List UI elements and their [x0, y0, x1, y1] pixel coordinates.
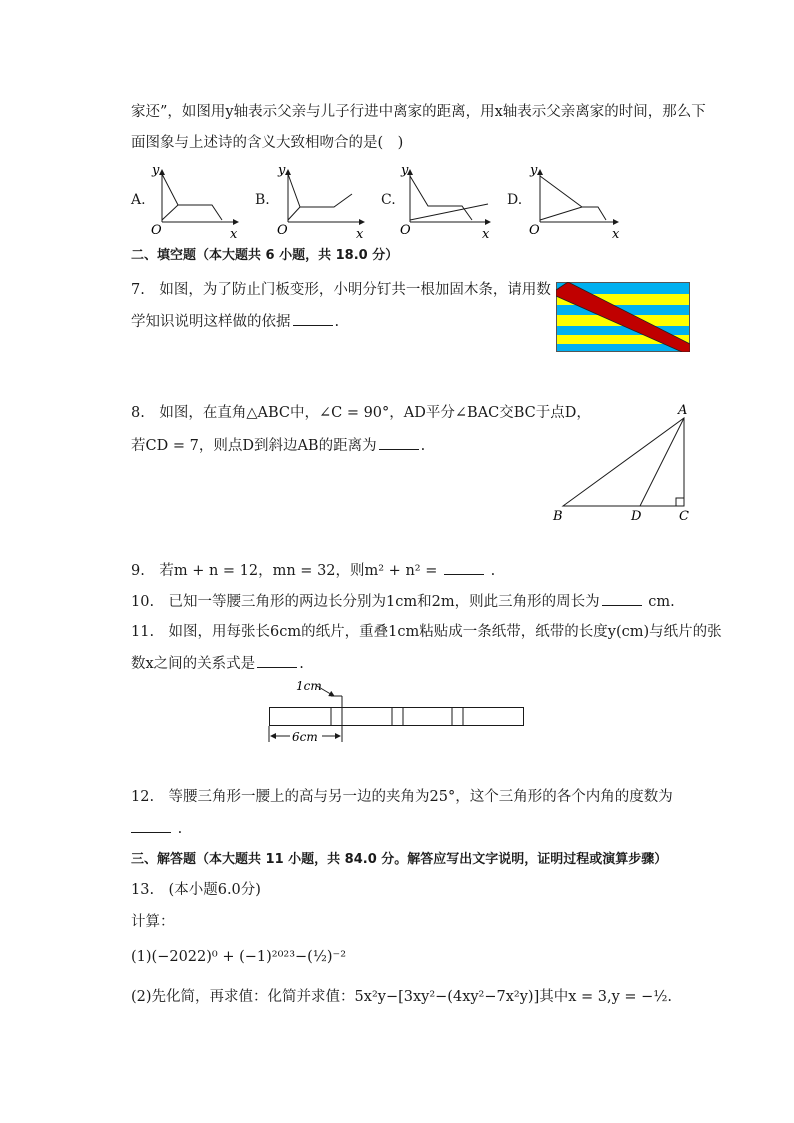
q10-text: 10. 已知一等腰三角形的两边长分别为1cm和2m，则此三角形的周长为 — [131, 594, 600, 610]
graph-d-line2 — [540, 207, 582, 220]
q8-tail: . — [420, 438, 426, 454]
label-6cm: 6cm — [292, 730, 318, 744]
graph-b-line2 — [288, 207, 300, 220]
q8-line2-text: 若CD = 7，则点D到斜边AB的距离为 — [131, 438, 377, 454]
q9-text: 9. 若m + n = 12，mn = 32，则m² + n² = — [131, 563, 438, 579]
q7-line1: 7. 如图，为了防止门板变形，小明分钉共一根加固木条，请用数 — [131, 282, 551, 298]
label-b: B — [553, 509, 563, 524]
q13-calc: 计算： — [131, 914, 175, 930]
graph-d-x-label: x — [612, 227, 620, 242]
section-3-title: 三、解答题（本大题共 11 小题，共 84.0 分。解答应写出文字说明，证明过程或演算步骤） — [131, 852, 668, 867]
q12-answer-blank[interactable] — [131, 818, 171, 833]
graph-a — [162, 170, 238, 222]
q9-line — [131, 560, 495, 581]
graph-d-origin: O — [529, 223, 540, 238]
graph-c-x-label: x — [482, 227, 490, 242]
q10-line — [131, 591, 675, 612]
graph-c-origin: O — [400, 223, 411, 238]
q11-line2 — [131, 653, 304, 674]
q7-tail: . — [334, 314, 340, 330]
graph-c — [410, 170, 490, 222]
option-a-label: A. — [131, 192, 146, 208]
q8-answer-blank[interactable] — [379, 435, 419, 450]
q11-tail: . — [299, 656, 304, 672]
door-figure — [556, 282, 690, 352]
q6-graphs — [0, 0, 794, 250]
q11-answer-blank[interactable] — [257, 653, 297, 668]
q11-line1: 11. 如图，用每张长6cm的纸片，重叠1cm粘贴成一条纸带，纸带的长度y(cm)与纸片的张 — [131, 624, 722, 640]
q10-tail: cm. — [648, 594, 675, 610]
option-b-label: B. — [255, 192, 270, 208]
graph-a-return — [162, 205, 178, 220]
option-c-label: C. — [381, 192, 396, 208]
graph-a-father-line — [162, 174, 222, 220]
graph-b-line1 — [288, 174, 352, 207]
option-d-label: D. — [507, 192, 523, 208]
q7-answer-blank[interactable] — [293, 311, 333, 326]
graph-d-line1 — [540, 176, 606, 220]
graph-c-y-label: y — [401, 163, 409, 178]
q8-line2 — [131, 435, 425, 456]
right-angle-mark — [676, 498, 684, 506]
section-2-title: 二、填空题（本大题共 6 小题，共 18.0 分） — [131, 248, 399, 263]
q13-part2: (2)先化简，再求值：化简并求值：5x²y−[3xy²−(4xy²−7x²y)]其中x = 3,y = −½. — [131, 989, 672, 1005]
q12-line1: 12. 等腰三角形一腰上的高与另一边的夹角为25°，这个三角形的各个内角的度数为 — [131, 789, 673, 805]
q8-line1: 8. 如图，在直角△ABC中，∠C = 90°，AD平分∠BAC交BC于点D， — [131, 405, 591, 421]
q11-line2-text: 数x之间的关系式是 — [131, 656, 256, 672]
graph-b-origin: O — [277, 223, 288, 238]
q12-line2 — [131, 818, 182, 839]
graph-b-x-label: x — [356, 227, 364, 242]
triangle-figure — [548, 400, 698, 525]
q7-line2 — [131, 311, 339, 332]
q6-line1: 家还”，如图用y轴表示父亲与儿子行进中离家的距离，用x轴表示父亲离家的时间，那么下 — [131, 104, 706, 120]
graph-b-y-label: y — [278, 163, 286, 178]
bisector-ad — [640, 418, 684, 506]
q12-tail: . — [177, 821, 183, 837]
q13-header: 13. (本小题6.0分) — [131, 882, 261, 898]
q6-line2: 面图象与上述诗的含义大致相吻合的是( ) — [131, 135, 404, 151]
paper-strip — [270, 708, 524, 726]
graph-a-x-label: x — [230, 227, 238, 242]
graph-d — [540, 170, 618, 222]
label-d: D — [631, 509, 642, 524]
graph-b — [288, 170, 364, 222]
label-c: C — [679, 509, 689, 524]
q9-tail: . — [490, 563, 496, 579]
graph-a-y-label: y — [152, 163, 160, 178]
paper-strip-figure — [262, 676, 532, 748]
triangle-abc — [563, 418, 684, 506]
graph-a-origin: O — [151, 223, 162, 238]
q7-line2-text: 学知识说明这样做的依据 — [131, 314, 291, 330]
q9-answer-blank[interactable] — [444, 560, 484, 575]
q13-part1: (1)(−2022)⁰ + (−1)²⁰²³−(½)⁻² — [131, 949, 347, 965]
label-a: A — [678, 403, 688, 418]
q10-answer-blank[interactable] — [602, 591, 642, 606]
graph-d-y-label: y — [530, 163, 538, 178]
label-1cm: 1cm — [296, 679, 322, 693]
